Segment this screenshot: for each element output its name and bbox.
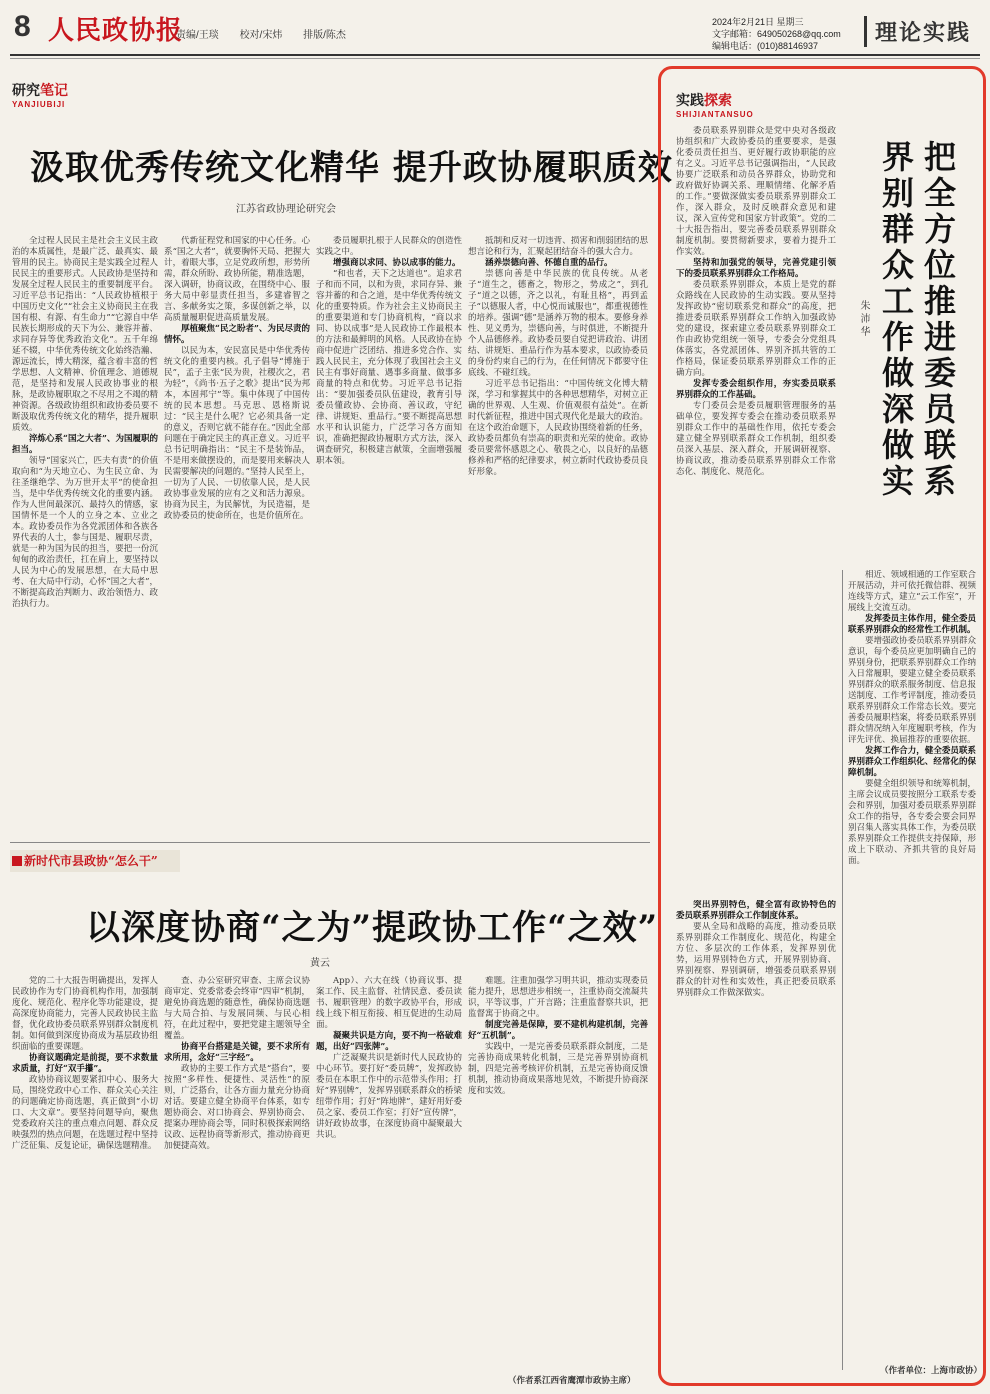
article2-title: 以深度协商“之为”提政协工作“之效” [86, 908, 659, 948]
article-divider [10, 842, 650, 843]
subheading: 发挥委员主体作用，健全委员联系界别群众的经常性工作机制。 [848, 614, 976, 635]
column-label-practice [676, 90, 754, 119]
article2-column-1 [12, 976, 158, 1371]
paragraph: 要健全组织领导和统筹机制，主席会议成员要按照分工联系专委会和界别，加强对委员联系界别群众工作的指导，各专委会要会同界别召集人落实具体工作，为委员联系界别群众工作提供支持保障，形成上下联动、齐抓共管的良好局面。 [848, 779, 976, 866]
subheading: 厚植聚焦“民之盼者”、为民尽责的情怀。 [164, 324, 310, 345]
paper-logo: 人民政协报 [48, 16, 184, 46]
paragraph: 抵制和反对一切违背、损害和削弱团结的思想言论和行为，汇聚起团结奋斗的强大合力。 [468, 236, 648, 257]
issue-date: 2024年2月21日 星期三 [712, 17, 804, 27]
article3-footnote: （作者单位：上海市政协） [880, 1366, 983, 1376]
paragraph: 以民为本，安民富民是中华优秀传统文化的重要内核。孔子倡导“博施于民”，孟子主张“民为贵，社稷次之，君为轻”，《尚书·五子之歌》提出“民为邦本，本固邦宁”等。集中体现了中国传统的民本思想。马克思、恩格斯说过：“民主是什么呢？它必须具备一定的意义，否则它就不能存在。”因此全部问题在于确定民主的真正意义。习近平总书记明确指出：“民主不是装饰品，不是用来做摆设的，而是要用来解决人民需要解决的问题的。”坚持人民至上，一切为了人民、一切依靠人民，是人民政协事业发展的应有之义和活力源泉。协商为民主，为民解忧，为民造福，是政协委员的使命所在，也是价值所在。 [164, 346, 310, 521]
article1-column-4 [468, 236, 648, 836]
article1-column-2 [164, 236, 310, 836]
paragraph: 广泛凝聚共识是新时代人民政协的中心环节。要打好“委员牌”，发挥政协委员在本职工作中的示范带头作用；打好“界别牌”，发挥界别联系群众的桥梁纽带作用；打好“阵地牌”，建好用好委员之家、委员工作室；打好“宣传牌”，讲好政协故事，在深度协商中凝聚最大共识。 [316, 1053, 462, 1140]
proofreader-credit: 校对/宋炜 [239, 30, 283, 41]
paragraph: 党的二十大报告明确提出，发挥人民政协作为专门协商机构作用，加强制度化、规范化、程序化等功能建设，提高深度协商能力，完善人民政协民主监督，优化政协委员联系界别群众制度机制。如何做到深度协商成为基层政协组织面临的重要课题。 [12, 976, 158, 1052]
article2-author: 黄云 [310, 958, 330, 969]
article2-column-2 [164, 976, 310, 1371]
header-rule-thin [10, 58, 980, 59]
paragraph: 查、办公室研究审查、主席会议协商审定、党委常委会终审“四审”机制，避免协商选题的随意性，确保协商选题与大局合拍、与发展同频、与民心相符，在此过程中，要把党建主题领导全覆盖。 [164, 976, 310, 1041]
column-label-b: 笔记 [40, 83, 68, 99]
subheading: 协商议题确定是前提，要不求数量求质量，打好“双手攥”。 [12, 1053, 158, 1074]
article1-column-1 [12, 236, 158, 836]
editor-credit: 责编/王琰 [176, 30, 219, 41]
contact-email: 文字邮箱：649050268@qq.com [712, 29, 841, 39]
subheading: 涵养崇德向善、怀德自重的品行。 [485, 258, 613, 268]
column-divider [842, 570, 843, 1370]
article3-title-line-1: 把全方位推进委员联系 [919, 140, 957, 500]
paragraph: 实践中，一是完善委员联系群众制度，二是完善协商成果转化机制，三是完善界别协商机制，四是完善考核评价机制，五是完善协商反馈机制，推动协商成果落地见效，不断提升协商深度和实效。 [468, 1042, 648, 1096]
article3-author: 朱沛华 [858, 300, 869, 339]
article2-column-3 [316, 976, 462, 1371]
page-number: 8 [14, 10, 31, 43]
section-name: 理论实践 [864, 16, 971, 47]
paragraph: 崇德向善是中华民族的优良传统。从老子“道生之，德畜之，物形之，势成之”，到孔子“道之以德，齐之以礼，有耻且格”，再到孟子“以德服人者，中心悦而诚服也”，都重视德性的培养。强调“德”是涵养万物的根本。要修身养性、见义勇为，崇德向善，与时俱进，不断提升个人品德修养。政协委员要自觉把讲政治、讲团结、讲规矩、重品行作为基本要求，以政协委员的身份约束自己的行为，在任何情况下都要守住底线、不碰红线。 [468, 269, 648, 378]
layout-credit: 排版/陈杰 [303, 30, 346, 41]
contact-phone: 编辑电话：(010)88146937 [712, 41, 819, 51]
paragraph: 习近平总书记指出：“中国传统文化博大精深，学习和掌握其中的各种思想精华，对树立正确的世界观、人生观、价值观很有益处”。在新时代新征程，推进中国式现代化是最大的政治。在这个政治命题下，人民政协围绕着新的任务，政协委员都负有崇高的职责和光荣的使命。政协委员要常怀感恩之心、敬畏之心，以良好的品德修养和严格的纪律要求，树立新时代政协委员良好形象。 [468, 379, 648, 477]
banner-dot-icon [12, 856, 22, 866]
article2-footnote: （作者系江西省鹰潭市政协主席） [508, 1376, 636, 1386]
column-label-research [12, 80, 68, 109]
column-label-a: 研究 [12, 83, 40, 99]
article3-column-1-lower [676, 900, 836, 1370]
date-block [712, 16, 841, 52]
subheading: 协商平台搭建是关键，要不求所有求所用，念好“三字经”。 [164, 1042, 310, 1063]
paragraph: 要增强政协委员联系界别群众意识，每个委员应更加明确自己的界别身份，把联系界别群众工作纳入日常履职，要建立健全委员联系界别群众的联系服务制度、信息报送制度、工作考评制度，推动委员联系界别群众工作常态长效。要完善委员履职档案，将委员联系界别群众情况纳入年度履职考核，作为评先评优、换届推荐的重要依据。 [848, 636, 976, 745]
subheading: 淬炼心系“国之大者”、为国履职的担当。 [12, 434, 158, 455]
paragraph: 领导“国家兴亡，匹夫有责”的价值取向和“为天地立心、为生民立命、为往圣继绝学、为万世开太平”的使命担当，是中华优秀传统文化的重要内涵。作为人世间最深沉、最持久的情感，家国情怀是一个人的立身之本、立业之本。政协委员作为各党派团体和各族各界代表的人士，参与国是、履职尽责，就是一种为国为民的担当，要把一份沉甸甸的政治责任，扛在肩上，要坚持以人民为中心的发展思想，在大局中思考、在大局中行动，心怀“国之大者”，不断提高政治判断力、政治领悟力、政治执行力。 [12, 456, 158, 609]
paragraph: 委员联系界别群众是党中央对各级政协组织和广大政协委员的重要要求，是强化委员责任担当、更好履行政协职能的应有之义。习近平总书记强调指出，“人民政协要广泛联系和动员各界群众，协助党和政府做好协调关系、理顺情绪、化解矛盾的工作。”要做深做实委员联系界别群众工作，深入群众，及时反映群众意见和建议，深入宣传党和国家方针政策”。党的二十大报告指出，要完善委员联系界别群众制度机制。要贯彻新要求，要着力提升工作实效。 [676, 126, 836, 257]
subheading: 发挥专委会组织作用，夯实委员联系界别群众的工作基础。 [676, 379, 836, 400]
paragraph: 要从全局和战略的高度，推动委员联系界别群众工作制度化、规范化，构建全方位、多层次的工作体系，发挥界别优势，运用界别特色方式，开展界别协商、界别视察、界别调研，增强委员联系界别群众的针对性和实效性，真正把委员联系界别群众工作做深做实。 [676, 922, 836, 998]
article1-column-3 [316, 236, 462, 836]
paragraph: 政协协商议题要紧扣中心、服务大局，围绕党政中心工作、群众关心关注的问题确定协商选题，真正做到“小切口、大文章”。要坚持问题导向，聚焦党委政府关注的重点难点问题、群众反映强烈的热点问题，在选题过程中坚持广泛征集、反复论证，确保选题精准。 [12, 1075, 158, 1151]
subheading: 突出界别特色，健全富有政协特色的委员联系界别群众工作制度体系。 [676, 900, 836, 921]
paragraph: 委员履职扎根于人民群众的创造性实践之中。 [316, 236, 462, 257]
paragraph: App）、六大在线（协商议事、提案工作、民主监督、社情民意、委员读书、履职管理）的数字政协平台，形成线上线下相互衔接、相互促进的生动局面。 [316, 976, 462, 1030]
subheading: 坚持和加强党的领导，完善党建引领下的委员联系界别群众工作格局。 [676, 258, 836, 279]
paragraph: 专门委员会是委员履职管理服务的基础单位，要发挥专委会在推动委员联系界别群众工作中的基础性作用，依托专委会建立健全界别联系群众工作机制，组织委员深入基层、深入群众，开展调研视察、协商议政，推动委员联系界别群众工作常态化、制度化、规范化。 [676, 401, 836, 477]
paragraph: 政协的主要工作方式是“搭台”，要按照“多样性、便捷性、灵活性”的原则，广泛搭台，让各方面力量充分协商对话。要建立健全协商平台体系，如专题协商会、对口协商会、界别协商会、提案办理协商会等，同时积极探索网络议政、远程协商等新形式，推动协商更加便捷高效。 [164, 1064, 310, 1151]
subheading: 凝聚共识是方向，要不拘一格破难题，出好“四张牌”。 [316, 1031, 462, 1052]
article3-column-2 [848, 570, 976, 1360]
column-label-sub: YANJIUBIJI [12, 100, 66, 109]
column-label-a: 实践 [676, 93, 704, 109]
paragraph: 相近、领域相通的工作室联合开展活动，并可依托微信群、视频连线等方式，建立“云工作室”，开展线上交流互动。 [848, 570, 976, 613]
article3-title-line-2: 界别群众工作做深做实 [877, 140, 915, 500]
article1-author: 江苏省政协理论研究会 [236, 204, 336, 215]
subheading: 制度完善是保障，要不建机构建机制，完善好“五机制”。 [468, 1020, 648, 1041]
subheading: 增强商以求同、协以成事的能力。 [333, 258, 461, 268]
paragraph: 代新征程党和国家的中心任务。心系“国之大者”，就要胸怀天局、把握大计，着眼大事，立足党政所想，形势所需，群众所盼、政协所能，精准选题，深入调研，协商议政，在围绕中心、服务大局中彰显责任担当，多建睿智之言、多献务实之策，多谋创新之举，以高质量履职促进高质量发展。 [164, 236, 310, 323]
subheading: 发挥工作合力，健全委员联系界别群众工作组织化、经常化的保障机制。 [848, 746, 976, 778]
paragraph: 难题。注重加强学习明共识，推动实现委员能力提升，思想进步相统一，注重协商交流凝共识，平等议事，广开言路；注重监督察共识，把监督寓于协商之中。 [468, 976, 648, 1019]
column-label-sub: SHIJIANTANSUO [676, 110, 754, 119]
article2-column-4 [468, 976, 648, 1356]
header-rule [10, 54, 980, 56]
column-banner-label: 新时代市县政协“怎么干” [24, 854, 158, 868]
column-label-b: 探索 [704, 93, 732, 109]
article1-title: 汲取优秀传统文化精华 提升政协履职质效 [30, 148, 673, 188]
article3-column-1 [676, 126, 836, 896]
editor-credits [176, 26, 364, 41]
paragraph: “和也者，天下之达道也”。追求君子和而不同，以和为贵，求同存异、兼容并蓄的和合之道，是中华优秀传统文化的重要特质。作为社会主义协商民主的重要渠道和专门协商机构，“商以求同、协以成事”是人民政协工作最根本的方法和最鲜明的风格。人民政协在协商中促进广泛团结、推进多党合作、实践人民民主，充分体现了我国社会主义民主有事好商量、遇事多商量、做事多商量的特点和优势。习近平总书记指出：“要加强委员队伍建设，教育引导委员懂政协、会协商、善议政，守纪律、讲规矩、重品行。”要不断提高思想水平和认识能力，广泛学习各方面知识，准确把握政协履职方式方法，深入调查研究，积极建言献策，全面增强履职本领。 [316, 269, 462, 466]
paragraph: 委员联系界别群众，本质上是党的群众路线在人民政协的生动实践。要从坚持发挥政协“密切联系党和群众”的高度，把推进委员联系界别群众工作纳入加强政协党的建设，探索建立委员联系界别群众工作由政协党组统一领导，专委会分党组具体落实，各党派团体、界别齐抓共管的工作格局，保证委员联系界别群众工作的正确方向。 [676, 280, 836, 378]
paragraph: 全过程人民民主是社会主义民主政治的本质属性，是最广泛、最真实、最管用的民主。协商民主是实践全过程人民民主的重要形式。人民政协是坚持和发展全过程人民民主的重要制度平台。习近平总书记指出：“人民政协植根于中国历史文化”“社会主义协商民主在我国有根、有源、有生命力”“它源自中华民族长期形成的天下为公、兼容并蓄、求同存异等优秀政治文化”。五千年绵延不辍，中华优秀传统文化始终浩瀚、源远流长，博大精深，蕴含着丰富的哲学思想、人文精神、价值理念、道德规范，是坚持和发展人民政协事业的根脉，是政协履职取之不尽用之不竭的精神资源。各级政协组织和政协委员要不断汲取优秀传统文化的精华，提升履职质效。 [12, 236, 158, 433]
